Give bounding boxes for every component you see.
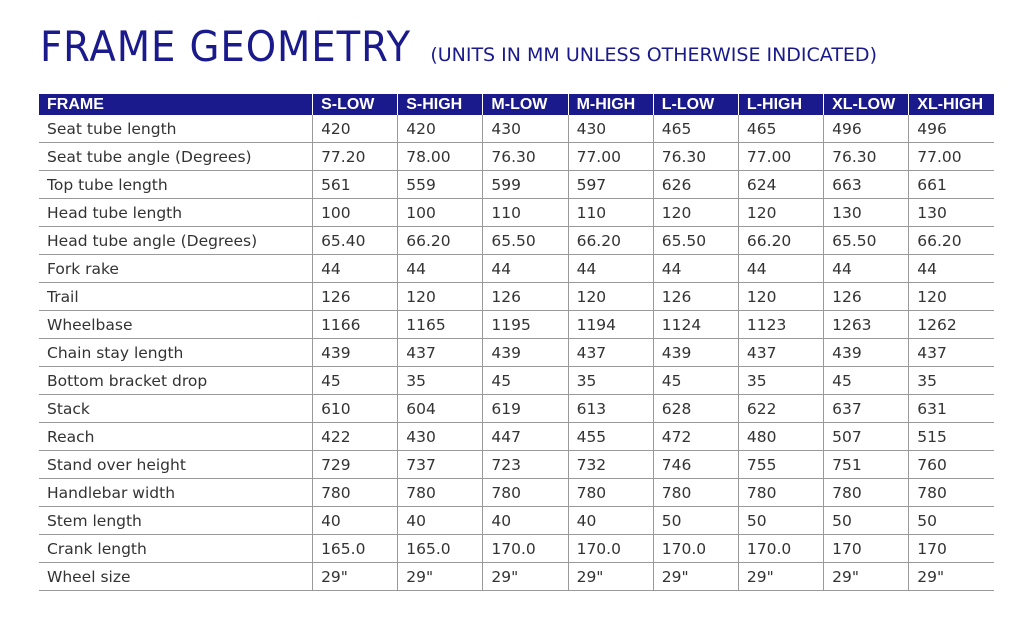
table-cell: 29" xyxy=(824,563,909,591)
table-row xyxy=(39,367,994,395)
table-cell: 50 xyxy=(909,507,994,535)
table-cell: 29" xyxy=(398,563,483,591)
column-header-frame: FRAME xyxy=(39,94,313,115)
table-cell: 430 xyxy=(568,115,653,143)
table-cell: 40 xyxy=(313,507,398,535)
table-row xyxy=(39,199,994,227)
table-cell: 455 xyxy=(568,423,653,451)
table-cell: 76.30 xyxy=(483,143,568,171)
table-cell: 723 xyxy=(483,451,568,479)
table-cell: 40 xyxy=(398,507,483,535)
table-cell: 77.00 xyxy=(568,143,653,171)
table-cell: 622 xyxy=(738,395,823,423)
table-cell: 780 xyxy=(909,479,994,507)
table-cell: 29" xyxy=(313,563,398,591)
row-label: Handlebar width xyxy=(39,479,313,507)
page-header xyxy=(40,22,877,71)
row-label: Top tube length xyxy=(39,171,313,199)
table-cell: 465 xyxy=(653,115,738,143)
table-row xyxy=(39,115,994,143)
table-cell: 77.20 xyxy=(313,143,398,171)
table-cell: 130 xyxy=(909,199,994,227)
table-cell: 44 xyxy=(483,255,568,283)
table-cell: 45 xyxy=(653,367,738,395)
table-cell: 35 xyxy=(909,367,994,395)
table-cell: 120 xyxy=(909,283,994,311)
geometry-table xyxy=(39,94,994,591)
table-row xyxy=(39,339,994,367)
table-cell: 472 xyxy=(653,423,738,451)
table-row xyxy=(39,283,994,311)
table-cell: 1195 xyxy=(483,311,568,339)
table-cell: 44 xyxy=(568,255,653,283)
table-cell: 559 xyxy=(398,171,483,199)
row-label: Stack xyxy=(39,395,313,423)
table-cell: 1165 xyxy=(398,311,483,339)
table-cell: 760 xyxy=(909,451,994,479)
row-label: Wheelbase xyxy=(39,311,313,339)
table-cell: 170.0 xyxy=(483,535,568,563)
table-cell: 29" xyxy=(909,563,994,591)
table-cell: 597 xyxy=(568,171,653,199)
table-cell: 66.20 xyxy=(568,227,653,255)
table-cell: 165.0 xyxy=(398,535,483,563)
table-cell: 619 xyxy=(483,395,568,423)
table-cell: 35 xyxy=(738,367,823,395)
table-cell: 628 xyxy=(653,395,738,423)
row-label: Wheel size xyxy=(39,563,313,591)
table-cell: 45 xyxy=(824,367,909,395)
row-label: Fork rake xyxy=(39,255,313,283)
table-cell: 66.20 xyxy=(909,227,994,255)
table-row xyxy=(39,451,994,479)
table-cell: 44 xyxy=(398,255,483,283)
table-cell: 65.50 xyxy=(653,227,738,255)
row-label: Seat tube length xyxy=(39,115,313,143)
table-cell: 50 xyxy=(824,507,909,535)
table-cell: 1124 xyxy=(653,311,738,339)
table-cell: 439 xyxy=(824,339,909,367)
table-cell: 126 xyxy=(483,283,568,311)
table-row xyxy=(39,563,994,591)
table-cell: 737 xyxy=(398,451,483,479)
column-header-size: M-LOW xyxy=(483,94,568,115)
table-cell: 729 xyxy=(313,451,398,479)
row-label: Seat tube angle (Degrees) xyxy=(39,143,313,171)
table-row xyxy=(39,423,994,451)
table-cell: 613 xyxy=(568,395,653,423)
table-cell: 110 xyxy=(568,199,653,227)
table-cell: 439 xyxy=(483,339,568,367)
table-cell: 45 xyxy=(483,367,568,395)
table-cell: 780 xyxy=(483,479,568,507)
table-cell: 126 xyxy=(653,283,738,311)
row-label: Trail xyxy=(39,283,313,311)
table-cell: 78.00 xyxy=(398,143,483,171)
table-cell: 65.50 xyxy=(824,227,909,255)
table-cell: 170.0 xyxy=(568,535,653,563)
table-cell: 624 xyxy=(738,171,823,199)
table-cell: 170.0 xyxy=(738,535,823,563)
table-cell: 77.00 xyxy=(909,143,994,171)
row-label: Reach xyxy=(39,423,313,451)
table-cell: 604 xyxy=(398,395,483,423)
table-cell: 755 xyxy=(738,451,823,479)
table-cell: 507 xyxy=(824,423,909,451)
table-cell: 437 xyxy=(568,339,653,367)
table-cell: 65.40 xyxy=(313,227,398,255)
table-cell: 126 xyxy=(824,283,909,311)
table-cell: 437 xyxy=(909,339,994,367)
page-title: FRAME GEOMETRY xyxy=(40,22,411,71)
table-row xyxy=(39,143,994,171)
table-cell: 44 xyxy=(824,255,909,283)
table-cell: 100 xyxy=(398,199,483,227)
row-label: Head tube angle (Degrees) xyxy=(39,227,313,255)
table-cell: 599 xyxy=(483,171,568,199)
table-cell: 780 xyxy=(398,479,483,507)
table-cell: 430 xyxy=(398,423,483,451)
table-cell: 76.30 xyxy=(653,143,738,171)
table-cell: 439 xyxy=(313,339,398,367)
table-row xyxy=(39,535,994,563)
table-cell: 40 xyxy=(483,507,568,535)
table-cell: 420 xyxy=(398,115,483,143)
table-cell: 610 xyxy=(313,395,398,423)
table-cell: 120 xyxy=(568,283,653,311)
table-cell: 35 xyxy=(398,367,483,395)
column-header-size: M-HIGH xyxy=(568,94,653,115)
column-header-size: L-HIGH xyxy=(738,94,823,115)
row-label: Bottom bracket drop xyxy=(39,367,313,395)
table-cell: 663 xyxy=(824,171,909,199)
table-cell: 780 xyxy=(313,479,398,507)
table-cell: 422 xyxy=(313,423,398,451)
table-cell: 515 xyxy=(909,423,994,451)
table-cell: 465 xyxy=(738,115,823,143)
table-cell: 430 xyxy=(483,115,568,143)
table-cell: 77.00 xyxy=(738,143,823,171)
table-cell: 35 xyxy=(568,367,653,395)
table-cell: 437 xyxy=(398,339,483,367)
table-cell: 45 xyxy=(313,367,398,395)
table-cell: 126 xyxy=(313,283,398,311)
table-row xyxy=(39,507,994,535)
table-cell: 1166 xyxy=(313,311,398,339)
column-header-size: S-LOW xyxy=(313,94,398,115)
row-label: Stand over height xyxy=(39,451,313,479)
table-body xyxy=(39,115,994,591)
table-cell: 780 xyxy=(824,479,909,507)
table-row xyxy=(39,227,994,255)
table-cell: 1262 xyxy=(909,311,994,339)
table-row xyxy=(39,479,994,507)
table-cell: 29" xyxy=(653,563,738,591)
table-cell: 420 xyxy=(313,115,398,143)
table-cell: 65.50 xyxy=(483,227,568,255)
table-header-row xyxy=(39,94,994,115)
table-cell: 661 xyxy=(909,171,994,199)
column-header-size: L-LOW xyxy=(653,94,738,115)
table-cell: 780 xyxy=(653,479,738,507)
table-cell: 496 xyxy=(909,115,994,143)
table-cell: 631 xyxy=(909,395,994,423)
column-header-size: S-HIGH xyxy=(398,94,483,115)
table-cell: 751 xyxy=(824,451,909,479)
table-cell: 120 xyxy=(738,199,823,227)
table-row xyxy=(39,395,994,423)
table-cell: 40 xyxy=(568,507,653,535)
table-cell: 437 xyxy=(738,339,823,367)
table-cell: 120 xyxy=(653,199,738,227)
column-header-size: XL-HIGH xyxy=(909,94,994,115)
table-cell: 496 xyxy=(824,115,909,143)
table-cell: 44 xyxy=(738,255,823,283)
table-cell: 29" xyxy=(483,563,568,591)
table-cell: 561 xyxy=(313,171,398,199)
row-label: Head tube length xyxy=(39,199,313,227)
table-cell: 165.0 xyxy=(313,535,398,563)
table-cell: 637 xyxy=(824,395,909,423)
row-label: Stem length xyxy=(39,507,313,535)
table-row xyxy=(39,311,994,339)
table-cell: 626 xyxy=(653,171,738,199)
table-row xyxy=(39,171,994,199)
table-cell: 50 xyxy=(653,507,738,535)
table-cell: 170.0 xyxy=(653,535,738,563)
table-row xyxy=(39,255,994,283)
table-cell: 732 xyxy=(568,451,653,479)
table-cell: 44 xyxy=(653,255,738,283)
table-cell: 1123 xyxy=(738,311,823,339)
table-cell: 780 xyxy=(738,479,823,507)
table-cell: 1263 xyxy=(824,311,909,339)
table-cell: 780 xyxy=(568,479,653,507)
table-cell: 44 xyxy=(909,255,994,283)
row-label: Crank length xyxy=(39,535,313,563)
table-cell: 44 xyxy=(313,255,398,283)
table-cell: 439 xyxy=(653,339,738,367)
table-cell: 29" xyxy=(568,563,653,591)
table-cell: 29" xyxy=(738,563,823,591)
page-subtitle: (UNITS IN MM UNLESS OTHERWISE INDICATED) xyxy=(430,44,877,66)
table-cell: 130 xyxy=(824,199,909,227)
table-cell: 170 xyxy=(824,535,909,563)
table-cell: 447 xyxy=(483,423,568,451)
table-cell: 66.20 xyxy=(398,227,483,255)
table-cell: 170 xyxy=(909,535,994,563)
table-cell: 120 xyxy=(398,283,483,311)
table-cell: 110 xyxy=(483,199,568,227)
table-cell: 76.30 xyxy=(824,143,909,171)
table-cell: 120 xyxy=(738,283,823,311)
column-header-size: XL-LOW xyxy=(824,94,909,115)
table-cell: 746 xyxy=(653,451,738,479)
table-cell: 1194 xyxy=(568,311,653,339)
table-cell: 50 xyxy=(738,507,823,535)
table-cell: 100 xyxy=(313,199,398,227)
table-cell: 66.20 xyxy=(738,227,823,255)
row-label: Chain stay length xyxy=(39,339,313,367)
table-cell: 480 xyxy=(738,423,823,451)
